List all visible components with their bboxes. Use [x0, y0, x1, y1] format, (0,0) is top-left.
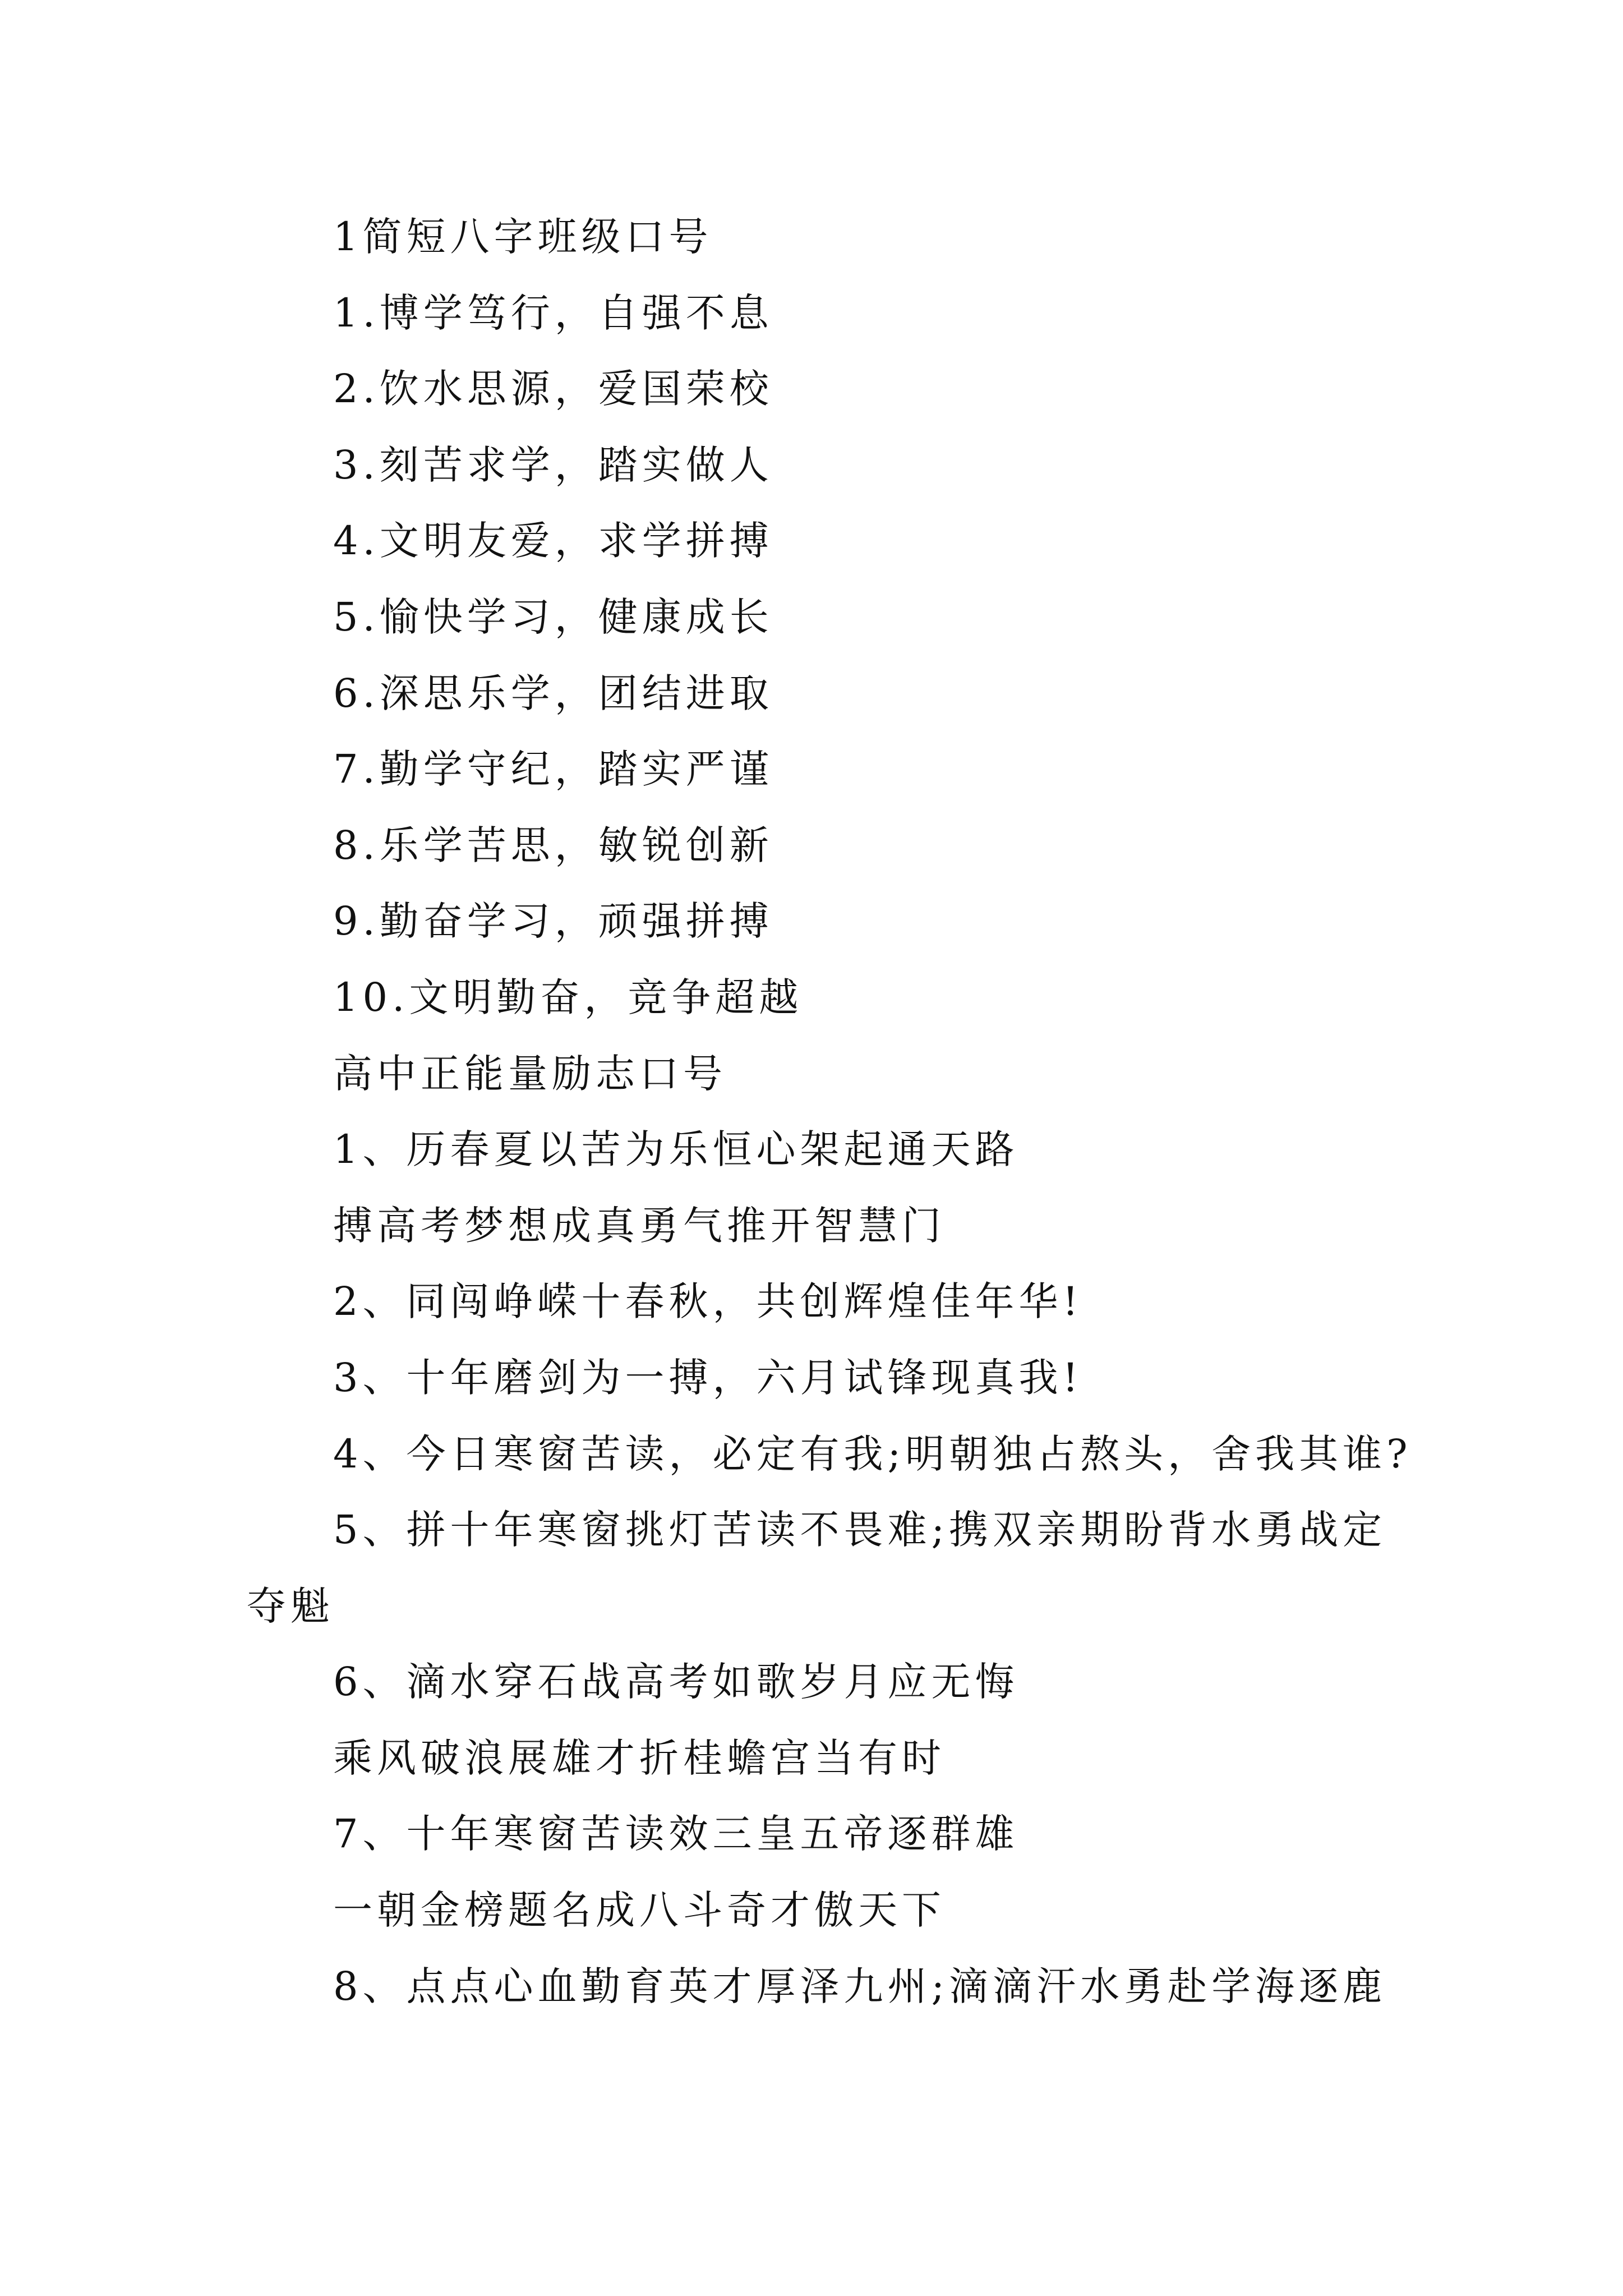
- list-item-wrap: 夺魁: [247, 1582, 334, 1629]
- list-item-continuation: 一朝金榜题名成八斗奇才傲天下: [333, 1887, 946, 1934]
- list-item: 6.深思乐学，团结进取: [333, 670, 773, 716]
- list-item: 4、今日寒窗苦读，必定有我;明朝独占熬头，舍我其谁?: [333, 1430, 1412, 1477]
- list-item: 8、点点心血勤育英才厚泽九州;滴滴汗水勇赴学海逐鹿: [333, 1963, 1387, 2009]
- list-item-continuation: 搏高考梦想成真勇气推开智慧门: [333, 1202, 946, 1249]
- list-item: 3、十年磨剑为一搏，六月试锋现真我!: [333, 1354, 1083, 1401]
- document-body: [0, 199, 1623, 2024]
- section-heading: 高中正能量励志口号: [333, 1050, 727, 1097]
- list-item: 4.文明友爱，求学拼搏: [333, 518, 773, 564]
- list-item: 7.勤学守纪，踏实严谨: [333, 746, 773, 793]
- list-item: 1.博学笃行，自强不息: [333, 289, 773, 336]
- list-item: 5.愉快学习，健康成长: [333, 593, 773, 640]
- list-item: 8.乐学苦思，敏锐创新: [333, 822, 773, 868]
- list-item: 1、历春夏以苦为乐恒心架起通天路: [333, 1126, 1019, 1173]
- list-item: 3.刻苦求学，踏实做人: [333, 441, 773, 488]
- list-item: 5、拼十年寒窗挑灯苦读不畏难;携双亲期盼背水勇战定: [333, 1507, 1387, 1553]
- list-item: 10.文明勤奋，竞争超越: [333, 974, 803, 1020]
- list-item-continuation: 乘风破浪展雄才折桂蟾宫当有时: [333, 1734, 946, 1781]
- list-item: 2、同闯峥嵘十春秋，共创辉煌佳年华!: [333, 1278, 1083, 1325]
- list-item: 2.饮水思源，爱国荣校: [333, 366, 773, 412]
- section-heading: 1简短八字班级口号: [333, 214, 713, 260]
- list-item: 7、十年寒窗苦读效三皇五帝逐群雄: [333, 1811, 1019, 1857]
- list-item: 6、滴水穿石战高考如歌岁月应无悔: [333, 1659, 1019, 1705]
- list-item: 9.勤奋学习，顽强拼搏: [333, 898, 773, 945]
